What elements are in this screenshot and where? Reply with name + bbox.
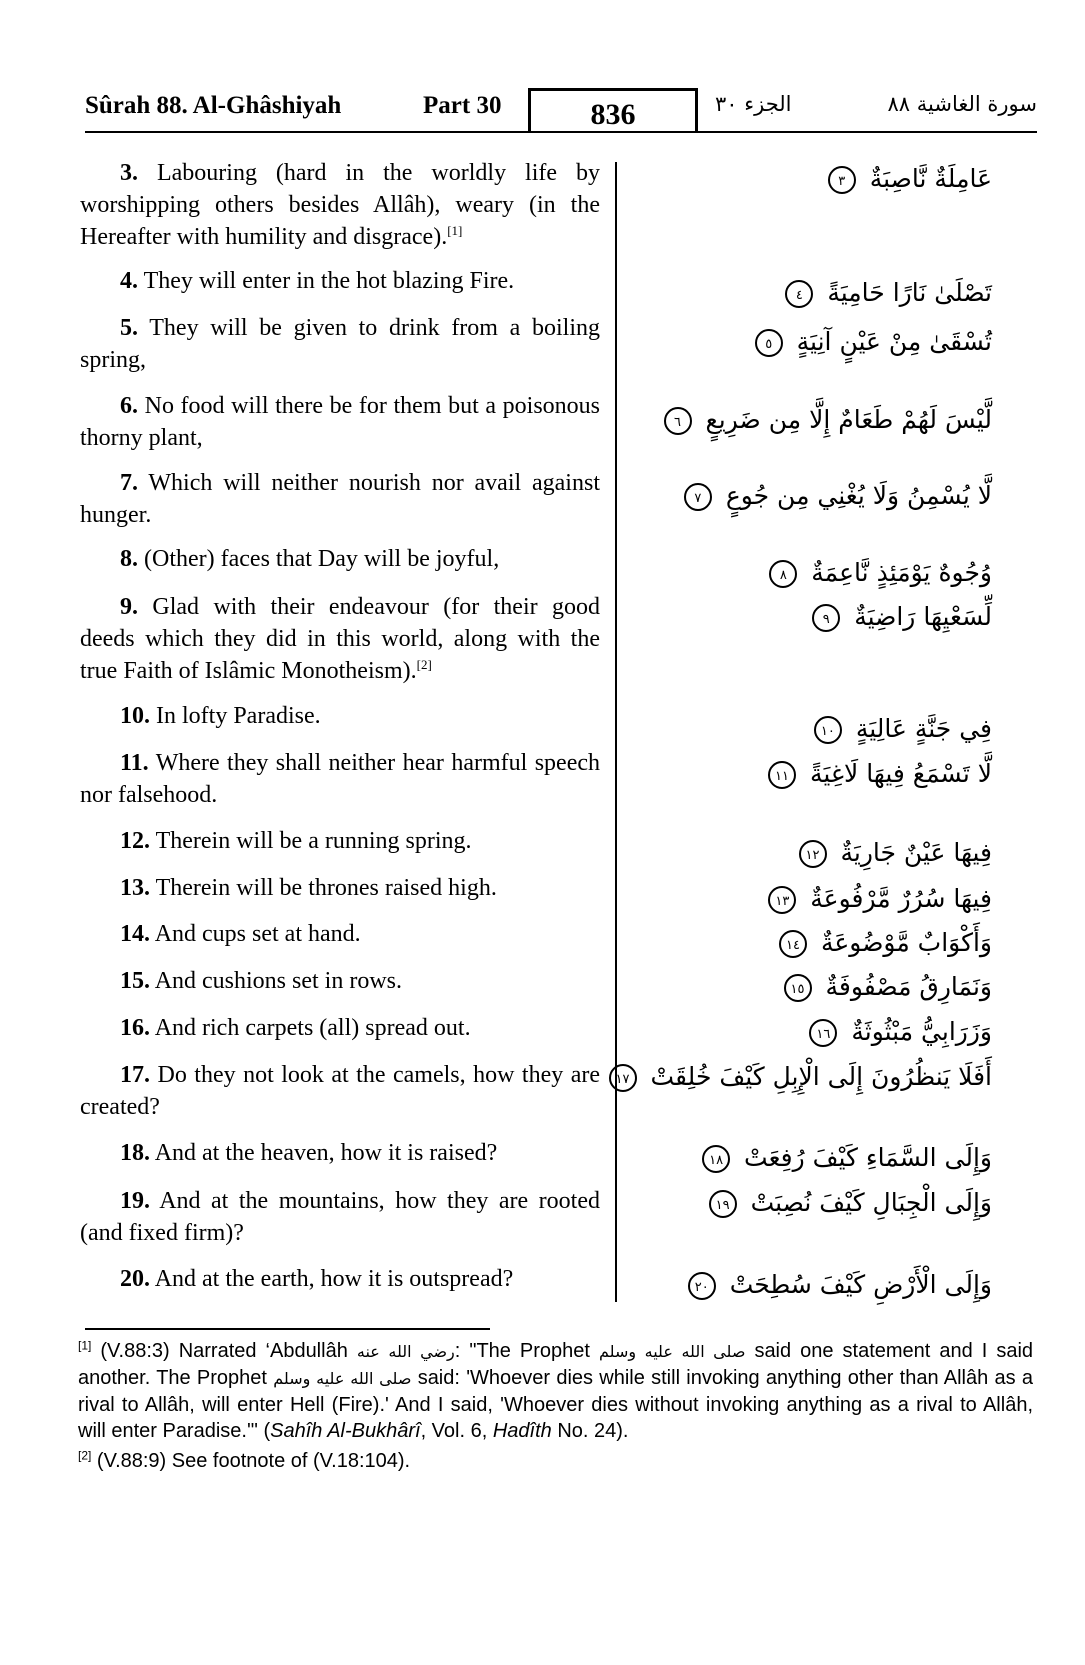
verse-arabic: تُسْقَىٰ مِنْ عَيْنٍ آنِيَةٍ ٥ [640, 325, 992, 359]
footnote-rule [85, 1328, 490, 1330]
verse-arabic: وَنَمَارِقُ مَصْفُوفَةٌ ١٥ [640, 970, 992, 1004]
verse-english: 17. Do they not look at the camels, how they are created? [80, 1062, 600, 1120]
ayah-number-marker: ٨ [769, 560, 797, 588]
footnotes [78, 1338, 1033, 1478]
ayah-number-marker: ٧ [684, 483, 712, 511]
verse-english: 20. And at the earth, how it is outspread? [120, 1266, 514, 1292]
ayah-number-marker: ١٦ [809, 1019, 837, 1047]
ayah-number-marker: ٤ [785, 280, 813, 308]
page-number: 836 [528, 88, 698, 132]
verse-arabic: لَّا يُسْمِنُ وَلَا يُغْنِي مِن جُوعٍ ٧ [640, 479, 992, 513]
ayah-number-marker: ١٤ [779, 930, 807, 958]
verse-english: 3. Labouring (hard in the worldly life by worshipping others besides Allâh), weary (in the Hereafter with humility and disgrace).[1] [80, 160, 600, 250]
footnote-2: [2] (V.88:9) See footnote of (V.18:104). [78, 1448, 411, 1472]
verse-english: 6. No food will there be for them but a poisonous thorny plant, [80, 393, 600, 451]
ayah-number-marker: ٥ [755, 329, 783, 357]
verse-english: 9. Glad with their endeavour (for their good deeds which they did in this world, along with the true Faith of Islâmic Monotheism).[2] [80, 594, 600, 684]
verse-arabic: لَّيْسَ لَهُمْ طَعَامٌ إِلَّا مِن ضَرِيعٍ ٦ [640, 403, 992, 437]
part-label: Part 30 [423, 92, 502, 119]
verse-arabic: فِيهَا سُرُرٌ مَّرْفُوعَةٌ ١٣ [640, 882, 992, 916]
ayah-number-marker: ٢٠ [688, 1272, 716, 1300]
ayah-number-marker: ١١ [768, 761, 796, 789]
ayah-number-marker: ١٣ [768, 886, 796, 914]
ayah-number-marker: ١٢ [799, 840, 827, 868]
verse-english: 12. Therein will be a running spring. [120, 828, 472, 854]
juz-label-arabic: الجزء ٣٠ [715, 92, 792, 116]
verse-english: 11. Where they shall neither hear harmful speech nor falsehood. [80, 750, 601, 808]
verse-english: 19. And at the mountains, how they are rooted (and fixed firm)? [80, 1188, 600, 1246]
ayah-number-marker: ٦ [664, 407, 692, 435]
verse-english: 8. (Other) faces that Day will be joyful, [120, 546, 500, 572]
verse-arabic: أَفَلَا يَنظُرُونَ إِلَى الْإِبِلِ كَيْفَ خُلِقَتْ ١٧ [640, 1060, 992, 1094]
verse-arabic: فِيهَا عَيْنٌ جَارِيَةٌ ١٢ [640, 836, 992, 870]
verse-arabic: وَإِلَى السَّمَاءِ كَيْفَ رُفِعَتْ ١٨ [640, 1141, 992, 1175]
verse-english: 16. And rich carpets (all) spread out. [120, 1015, 471, 1041]
verse-english: 7. Which will neither nourish nor avail against hunger. [80, 470, 600, 528]
verse-arabic: وَأَكْوَابٌ مَّوْضُوعَةٌ ١٤ [640, 926, 992, 960]
verse-arabic: عَامِلَةٌ نَّاصِبَةٌ ٣ [640, 162, 992, 196]
verse-arabic: فِي جَنَّةٍ عَالِيَةٍ ١٠ [640, 712, 992, 746]
verse-arabic: تَصْلَىٰ نَارًا حَامِيَةً ٤ [640, 276, 992, 310]
ayah-number-marker: ١٠ [814, 716, 842, 744]
verse-english: 13. Therein will be thrones raised high. [120, 875, 497, 901]
ayah-number-marker: ٣ [828, 166, 856, 194]
ayah-number-marker: ١٩ [709, 1190, 737, 1218]
verse-arabic: وَإِلَى الْأَرْضِ كَيْفَ سُطِحَتْ ٢٠ [640, 1268, 992, 1302]
ayah-number-marker: ٩ [812, 604, 840, 632]
verse-english: 15. And cushions set in rows. [120, 968, 403, 994]
verse-english: 10. In lofty Paradise. [120, 703, 321, 729]
verse-english: 4. They will enter in the hot blazing Fire. [120, 268, 515, 294]
verse-arabic: لَّا تَسْمَعُ فِيهَا لَاغِيَةً ١١ [640, 757, 992, 791]
ayah-number-marker: ١٥ [784, 974, 812, 1002]
ayah-number-marker: ١٧ [609, 1064, 637, 1092]
verse-english: 14. And cups set at hand. [120, 921, 361, 947]
footnote-1: [1] (V.88:3) Narrated ‘Abdullâh رضي الله عنه: "The Prophet صلى الله عليه وسلم said one statement and I said another. The Prophet صلى الله عليه وسلم said: 'Whoever dies while still invoking anything other than Allâh as a rival to Allâh, will enter Hell (Fire).' And I said, 'Whoever dies without invoking anything as a rival to Allâh, will enter Paradise.'" (Sahîh Al-Bukhârî, Vol. 6, Hadîth No. 24). [78, 1338, 1034, 1442]
ayah-number-marker: ١٨ [702, 1145, 730, 1173]
surah-title-arabic: سورة الغاشية ٨٨ [887, 92, 1037, 116]
verse-english: 5. They will be given to drink from a boiling spring, [80, 315, 600, 373]
verse-arabic: لِّسَعْيِهَا رَاضِيَةٌ ٩ [640, 600, 992, 634]
verse-arabic: وُجُوهٌ يَوْمَئِذٍ نَّاعِمَةٌ ٨ [640, 556, 992, 590]
verse-arabic: وَإِلَى الْجِبَالِ كَيْفَ نُصِبَتْ ١٩ [640, 1186, 992, 1220]
verse-arabic: وَزَرَابِيُّ مَبْثُوثَةٌ ١٦ [640, 1015, 992, 1049]
surah-title-english: Sûrah 88. Al-Ghâshiyah [85, 92, 342, 119]
verse-english: 18. And at the heaven, how it is raised? [120, 1140, 498, 1166]
